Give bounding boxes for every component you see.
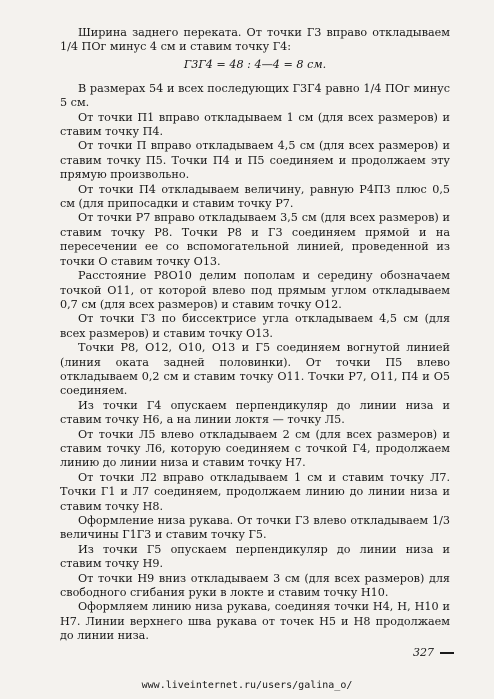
- section-heading-paragraph: Оформление низа рукава. От точки Г3 влево откладываем 1/3 величины Г1Г3 и ставим точку Г5.: [60, 514, 450, 542]
- paragraph: От точки П вправо откладываем 4,5 см (для всех размеров) и ставим точку П5. Точки П4 и П5 соединяем и продолжаем эту прямую произвольно.: [60, 139, 450, 182]
- paragraph: От точки P7 вправо откладываем 3,5 см (для всех размеров) и ставим точку P8. Точки P8 и Г3 соединяем прямой и на пересечении ее со вспомогательной линией, проведенной из точки О ставим точку O13.: [60, 211, 450, 268]
- paragraph: Из точки Г5 опускаем перпендикуляр до линии низа и ставим точку H9.: [60, 542, 450, 571]
- page-number: 327: [413, 646, 434, 659]
- footer-url: www.liveinternet.ru/users/galina_o/: [141, 680, 353, 691]
- paragraph: От точки П4 откладываем величину, равную P4П3 плюс 0,5 см (для припосадки и ставим точку P7.: [60, 182, 450, 211]
- paragraph: От точки H9 вниз откладываем 3 см (для всех размеров) для свободного сгибания руки в локте и ставим точку H10.: [60, 571, 450, 600]
- paragraph: Расстояние P8O10 делим пополам и середину обозначаем точкой O11, от которой влево под прямым углом откладываем 0,7 см (для всех размеров) и ставим точку O12.: [60, 269, 450, 311]
- paragraph: От точки Л5 влево откладываем 2 см (для всех размеров) и ставим точку Л6, которую соединяем с точкой Г4, продолжаем линию до линии низа и ставим точку H7.: [60, 427, 450, 470]
- formula: Г3Г4 = 48 : 4—4 = 8 см.: [183, 57, 327, 71]
- paragraph: От точки Л2 вправо откладываем 1 см и ставим точку Л7. Точки Г1 и Л7 соединяем, продолжаем линию до линии низа и ставим точку H8.: [60, 470, 450, 513]
- paragraph: В размерах 54 и всех последующих Г3Г4 равно 1/4 ПОг минус 5 см.: [60, 81, 450, 110]
- page-number-dash: [440, 652, 454, 654]
- paragraph: От точки Г3 по биссектрисе угла откладываем 4,5 см (для всех размеров) и ставим точку O13.: [60, 312, 450, 340]
- paragraph: Оформляем линию низа рукава, соединяя точки H4, H, H10 и H7. Линии верхнего шва рукава от точек H5 и H8 продолжаем до линии низа.: [60, 600, 450, 643]
- paragraph: Точки P8, O12, O10, O13 и Г5 соединяем вогнутой линией (линия оката задней половинки). От точки П5 влево откладываем 0,2 см и ставим точку O11. Точки P7, O11, П4 и O5 соединяем.: [60, 341, 450, 398]
- paragraph: От точки П1 вправо откладываем 1 см (для всех размеров) и ставим точку П4.: [60, 110, 450, 139]
- paragraph: Из точки Г4 опускаем перпендикуляр до линии низа и ставим точку H6, а на линии локтя — точку Л5.: [60, 398, 450, 427]
- paragraph: Ширина заднего переката. От точки Г3 вправо откладываем 1/4 ПОг минус 4 см и ставим точку Г4:: [60, 26, 450, 54]
